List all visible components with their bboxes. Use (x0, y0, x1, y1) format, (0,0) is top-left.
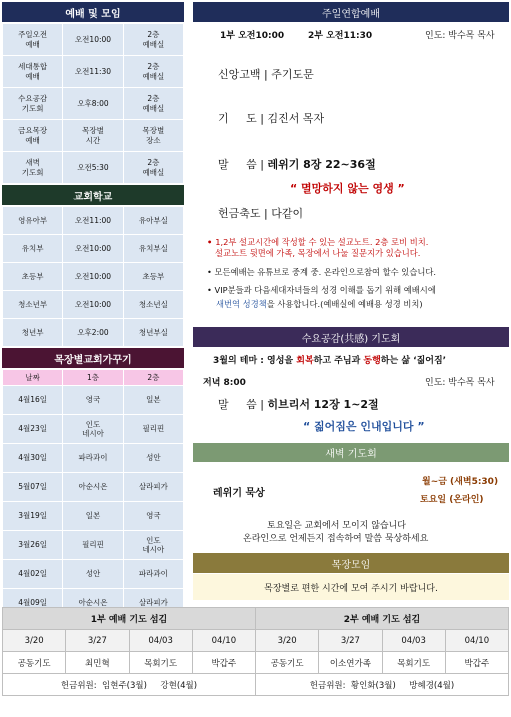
worship-row (3, 120, 184, 152)
decor-cell: 인도 네시아 (123, 531, 183, 560)
school-row (3, 291, 184, 319)
part1-date: 3/20 (3, 630, 66, 652)
decor-cell: 살라피가 (123, 589, 183, 618)
prayer-label: 기 도 | (218, 112, 264, 125)
decor-cell: 일본 (123, 386, 183, 415)
note-bible-rest: 을 사용합니다.(예배실에 예배용 성경 비치) (266, 299, 423, 309)
part2-date: 3/27 (319, 630, 382, 652)
theme-part-2: 하고 주님과 (313, 356, 364, 366)
wednesday-sermon-reference: 히브리서 12장 1~2절 (267, 398, 379, 411)
part2-date: 3/20 (256, 630, 319, 652)
decor-cell: 살라피가 (123, 473, 183, 502)
wednesday-leader: 인도: 박수목 목사 (425, 378, 495, 388)
wednesday-time: 저녁 8:00 (203, 378, 246, 388)
decor-cell: 성안 (63, 560, 123, 589)
decor-column-header: 2층 (123, 370, 183, 386)
worship-cell: 목장별 시간 (63, 120, 123, 152)
wednesday-sermon-label: 말 씀 | (218, 398, 264, 411)
school-cell: 청소년부 (3, 291, 63, 319)
school-cell: 청소년실 (123, 291, 183, 319)
decor-cell: 아순시온 (63, 473, 123, 502)
note-2: 설교노트 뒷면에 가족, 목장에서 나눌 질문지가 있습니다. (215, 248, 421, 258)
decor-cell: 필리핀 (63, 531, 123, 560)
decor-cell: 아순시온 (63, 589, 123, 618)
decor-cell: 5월07일 (3, 473, 63, 502)
worship-cell: 새벽 기도회 (3, 152, 63, 184)
decor-column-header: 1층 (63, 370, 123, 386)
decor-schedule-table (2, 369, 184, 618)
school-cell: 오후2:00 (63, 319, 123, 347)
meeting-header-title: 목장모임 (331, 559, 371, 571)
part1-name: 공동기도 (3, 652, 66, 674)
sunday-header-title: 주일연합예배 (322, 8, 380, 20)
school-cell: 유아부실 (123, 207, 183, 235)
decor-cell: 필리핀 (123, 415, 183, 444)
decor-cell: 4월09일 (3, 589, 63, 618)
worship-cell: 2층 예배실 (123, 88, 183, 120)
part1-date: 04/10 (192, 630, 255, 652)
worship-cell: 2층 예배실 (123, 24, 183, 56)
note-sermon-notebook: • 1,2부 설교시간에 작성할 수 있는 설교노트. 2층 로비 비치. (207, 237, 429, 247)
dawn-saturday: 토요일 (온라인) (420, 495, 484, 505)
theme-highlight-2: 동행 (363, 356, 381, 366)
school-cell: 청년부 (3, 319, 63, 347)
decor-header (2, 348, 184, 368)
part2-title: 2부 예배 기도 섬김 (256, 608, 509, 630)
sunday-leader: 인도: 박수목 목사 (425, 31, 495, 41)
dawn-header (193, 443, 509, 462)
prayer-duty-table (2, 607, 509, 696)
decor-row (3, 502, 184, 531)
school-row (3, 235, 184, 263)
worship-cell: 목장별 장소 (123, 120, 183, 152)
part2-name: 공동기도 (256, 652, 319, 674)
decor-header-title: 목장별교회가꾸기 (54, 354, 132, 366)
part1-title: 1부 예배 기도 섬김 (3, 608, 256, 630)
school-row (3, 207, 184, 235)
decor-cell: 3월19일 (3, 502, 63, 531)
decor-column-header: 날짜 (3, 370, 63, 386)
dawn-weekday-time: 월~금 (새벽5:30) (422, 477, 499, 487)
decor-row (3, 560, 184, 589)
school-header-title: 교회학교 (73, 191, 113, 203)
worship-schedule-table (2, 23, 184, 184)
decor-row (3, 386, 184, 415)
worship-cell: 수요공감 기도회 (3, 88, 63, 120)
worship-header-title: 예배 및 모임 (65, 8, 121, 20)
school-cell: 청년부실 (123, 319, 183, 347)
decor-cell: 인도 네시아 (63, 415, 123, 444)
dawn-book: 레위기 묵상 (213, 488, 265, 499)
part1-offering: 헌금위원: 임현주(3월) 강현(4월) (3, 674, 256, 696)
worship-row (3, 152, 184, 184)
meeting-box (193, 574, 509, 600)
worship-row (3, 56, 184, 88)
sermon-line (218, 156, 376, 172)
part1-name: 최민혁 (66, 652, 129, 674)
decor-row (3, 531, 184, 560)
school-cell: 유치부실 (123, 235, 183, 263)
part2-offering: 헌금위원: 황인화(3월) 방혜경(4월) (256, 674, 509, 696)
part1-name: 목회기도 (129, 652, 192, 674)
worship-cell: 오전11:30 (63, 56, 123, 88)
worship-cell: 2층 예배실 (123, 152, 183, 184)
decor-cell: 4월30일 (3, 444, 63, 473)
decor-cell: 일본 (63, 502, 123, 531)
school-cell: 초등부 (3, 263, 63, 291)
school-cell: 오전10:00 (63, 263, 123, 291)
worship-cell: 2층 예배실 (123, 56, 183, 88)
school-row (3, 319, 184, 347)
school-header (2, 185, 184, 205)
school-cell: 오전10:00 (63, 235, 123, 263)
worship-cell: 오전5:30 (63, 152, 123, 184)
decor-row (3, 415, 184, 444)
worship-cell: 세대통합 예배 (3, 56, 63, 88)
worship-cell: 오후8:00 (63, 88, 123, 120)
decor-cell: 파라과이 (123, 560, 183, 589)
decor-cell: 4월23일 (3, 415, 63, 444)
note-bible (216, 298, 423, 310)
wednesday-theme (213, 353, 446, 366)
sermon-reference: 레위기 8장 22~36절 (267, 158, 376, 171)
part2-name: 박갑주 (445, 652, 508, 674)
wednesday-sermon-line (218, 396, 379, 412)
note-youtube: • 모든예배는 유튜브로 중계 중. 온라인으로참여 할수 있습니다. (207, 267, 437, 277)
decor-cell: 영국 (63, 386, 123, 415)
prayer-name: 김진서 목자 (267, 112, 325, 125)
meeting-text: 목장별로 편한 시간에 모여 주시기 바랍니다. (264, 583, 438, 594)
part1-name: 박갑주 (192, 652, 255, 674)
sermon-title: “ 멸망하지 않는 영생 ” (290, 182, 405, 195)
sermon-label: 말 씀 | (218, 158, 264, 171)
school-cell: 오전10:00 (63, 291, 123, 319)
decor-cell: 파라과이 (63, 444, 123, 473)
theme-highlight-1: 회복 (296, 356, 314, 366)
worship-row (3, 24, 184, 56)
part2-date: 04/10 (445, 630, 508, 652)
school-cell: 유치부 (3, 235, 63, 263)
part2-name: 목회기도 (382, 652, 445, 674)
school-cell: 영유아부 (3, 207, 63, 235)
note-4: VIP분들과 다음세대자녀들의 성경 이해를 돕기 위해 예배시에 (214, 285, 436, 295)
school-schedule-table (2, 206, 184, 347)
note-bible-name: 새번역 성경책 (216, 299, 267, 309)
sunday-header (193, 2, 509, 22)
worship-cell: 오전10:00 (63, 24, 123, 56)
theme-part-3: 하는 삶 ‘짊어짐’ (380, 356, 447, 366)
school-cell: 오전11:00 (63, 207, 123, 235)
decor-cell: 영국 (123, 502, 183, 531)
dawn-note-1: 토요일은 교회에서 모이지 않습니다 (267, 521, 406, 531)
worship-row (3, 88, 184, 120)
dawn-header-title: 새벽 기도회 (325, 449, 377, 460)
decor-row (3, 444, 184, 473)
service1-time: 1부 오전10:00 (220, 31, 285, 41)
part1-date: 04/03 (129, 630, 192, 652)
worship-header (2, 2, 184, 22)
wednesday-sermon-title: “ 짊어짐은 인내입니다 ” (303, 420, 425, 433)
decor-cell: 4월16일 (3, 386, 63, 415)
part2-date: 04/03 (382, 630, 445, 652)
offering-line: 헌금축도 | 다같이 (218, 207, 304, 220)
service2-time: 2부 오전11:30 (308, 31, 373, 41)
wednesday-header-title: 수요공감(共感) 기도회 (301, 333, 401, 345)
worship-cell: 금요목장 예배 (3, 120, 63, 152)
decor-cell: 3월26일 (3, 531, 63, 560)
decor-cell: 성안 (123, 444, 183, 473)
decor-row (3, 473, 184, 502)
note-vip: • VIP분들과 다음세대자녀들의 성경 이해를 돕기 위해 예배시에 (207, 285, 436, 295)
note-1: 1,2부 설교시간에 작성할 수 있는 설교노트. 2층 로비 비치. (215, 237, 429, 247)
part2-name: 이소연가족 (319, 652, 382, 674)
prayer-line (218, 110, 324, 126)
creed: 신앙고백 | 주기도문 (218, 68, 314, 81)
school-row (3, 263, 184, 291)
wednesday-header (193, 327, 509, 347)
part1-date: 3/27 (66, 630, 129, 652)
worship-cell: 주일오전 예배 (3, 24, 63, 56)
school-cell: 초등부 (123, 263, 183, 291)
dawn-note-2: 온라인으로 언제든지 접속하여 말씀 묵상하세요 (243, 534, 429, 544)
decor-cell: 4월02일 (3, 560, 63, 589)
note-3: 모든예배는 유튜브로 중계 중. 온라인으로참여 할수 있습니다. (214, 267, 437, 277)
meeting-header (193, 553, 509, 573)
theme-part-1: 3월의 테마 : 영성을 (213, 356, 297, 366)
